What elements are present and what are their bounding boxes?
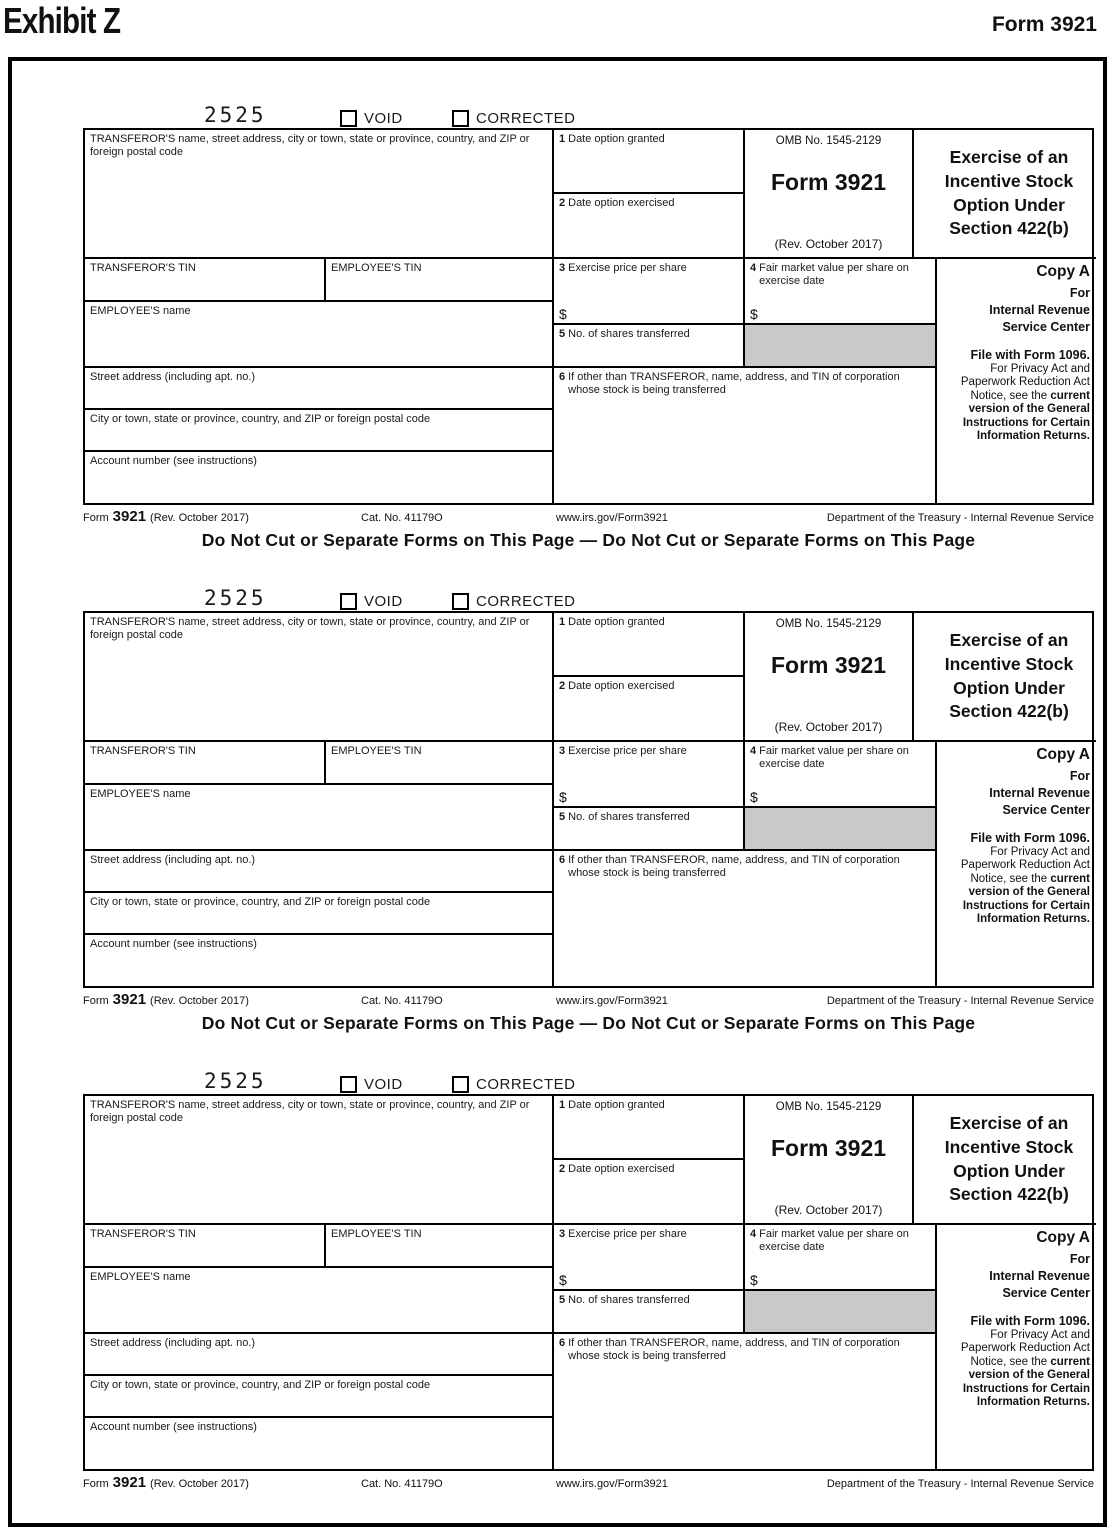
- form-footer: [83, 988, 1094, 1010]
- department-label: Department of the Treasury - Internal Revenue Service: [826, 995, 1094, 1007]
- employee-name-label: EMPLOYEE'S name: [90, 1271, 191, 1283]
- box2-date-option-exercised-field[interactable]: [554, 677, 745, 742]
- account-number-label: Account number (see instructions): [90, 938, 257, 950]
- employee-tin-label: EMPLOYEE'S TIN: [331, 262, 422, 274]
- box5-label: 5 No. of shares transferred: [559, 811, 690, 823]
- irs-url: www.irs.gov/Form3921: [556, 1478, 668, 1490]
- box3-exercise-price-field[interactable]: [554, 742, 745, 808]
- box6-label: 6 If other than TRANSFEROR, name, address, and TIN of corporation whose stock is being transferred: [559, 371, 900, 397]
- privacy-act-notice: For Privacy Act and Paperwork Reduction Act Notice, see the current version of the General Instructions for Certain Information Returns.: [960, 362, 1090, 443]
- file-with-form-1096: File with Form 1096.: [970, 1313, 1090, 1328]
- copy-a-recipient-line2: Service Center: [1002, 1285, 1090, 1300]
- box5-shaded-area: [745, 808, 937, 851]
- catalog-number: Cat. No. 41179O: [361, 1478, 443, 1490]
- employee-tin-field[interactable]: [326, 1225, 554, 1268]
- box4-fair-market-value-field[interactable]: [745, 259, 937, 325]
- form-footer: [83, 505, 1094, 527]
- copy-a-recipient-line2: Service Center: [1002, 802, 1090, 817]
- void-label: VOID: [364, 1076, 403, 1093]
- footer-form-id: Form 3921 (Rev. October 2017): [83, 508, 249, 525]
- void-checkbox-group: [340, 1076, 403, 1093]
- account-number-field[interactable]: [85, 935, 554, 986]
- void-checkbox-group: [340, 593, 403, 610]
- form-revision: (Rev. October 2017): [774, 1203, 883, 1217]
- copy-a-column: [937, 259, 1096, 503]
- box6-corporation-field[interactable]: [554, 1334, 937, 1469]
- corrected-checkbox[interactable]: [452, 593, 469, 610]
- employee-name-field[interactable]: [85, 785, 554, 851]
- catalog-number: Cat. No. 41179O: [361, 995, 443, 1007]
- box3-exercise-price-field[interactable]: [554, 1225, 745, 1291]
- employee-tin-field[interactable]: [326, 259, 554, 302]
- street-address-field[interactable]: [85, 1334, 554, 1376]
- irs-url: www.irs.gov/Form3921: [556, 512, 668, 524]
- exhibit-title: Exhibit Z: [3, 0, 121, 41]
- footer-form-id: Form 3921 (Rev. October 2017): [83, 991, 249, 1008]
- corrected-checkbox[interactable]: [452, 110, 469, 127]
- account-number-field[interactable]: [85, 1418, 554, 1469]
- copy-a-for: For: [1069, 1252, 1090, 1266]
- dollar-sign: $: [750, 789, 758, 805]
- city-state-zip-label: City or town, state or province, country, and ZIP or foreign postal code: [90, 413, 431, 425]
- copy-a-title: Copy A: [1036, 746, 1090, 763]
- void-label: VOID: [364, 110, 403, 127]
- privacy-act-notice: For Privacy Act and Paperwork Reduction Act Notice, see the current version of the General Instructions for Certain Information Returns.: [960, 845, 1090, 926]
- copy-header: [83, 1067, 1094, 1094]
- ocr-scan-code: 2525: [204, 586, 267, 610]
- corrected-checkbox-group: [452, 1076, 576, 1093]
- file-with-form-1096: File with Form 1096.: [970, 830, 1090, 845]
- box4-label: 4 Fair market value per share on exercise date: [750, 262, 909, 288]
- dollar-sign: $: [559, 306, 567, 322]
- city-state-zip-field[interactable]: [85, 893, 554, 935]
- file-with-form-1096: File with Form 1096.: [970, 347, 1090, 362]
- employee-tin-label: EMPLOYEE'S TIN: [331, 1228, 422, 1240]
- form-3921-grid: [83, 128, 1094, 505]
- omb-form-number-cell: [745, 1096, 914, 1225]
- copy-header: [83, 101, 1094, 128]
- box6-corporation-field[interactable]: [554, 851, 937, 986]
- box5-shaded-area: [745, 1291, 937, 1334]
- void-label: VOID: [364, 593, 403, 610]
- box5-shaded-area: [745, 325, 937, 368]
- transferor-tin-field[interactable]: [85, 259, 326, 302]
- box3-label: 3 Exercise price per share: [559, 745, 687, 757]
- form-copy: [83, 1067, 1094, 1493]
- copy-header: [83, 584, 1094, 611]
- form-copy: [83, 584, 1094, 1034]
- employee-name-label: EMPLOYEE'S name: [90, 305, 191, 317]
- form-title: Exercise of an Incentive Stock Option Under Section 422(b): [914, 613, 1096, 742]
- ocr-scan-code: 2525: [204, 1069, 267, 1093]
- privacy-act-notice: For Privacy Act and Paperwork Reduction Act Notice, see the current version of the General Instructions for Certain Information Returns.: [960, 1328, 1090, 1409]
- copy-a-recipient-line1: Internal Revenue: [989, 1268, 1090, 1283]
- box5-shares-transferred-field[interactable]: [554, 1291, 745, 1334]
- corrected-label: CORRECTED: [476, 110, 576, 127]
- box1-label: 1 Date option granted: [559, 616, 665, 628]
- form-sheet: [8, 57, 1107, 1527]
- copy-a-for: For: [1069, 769, 1090, 783]
- box2-label: 2 Date option exercised: [559, 1163, 675, 1175]
- street-address-label: Street address (including apt. no.): [90, 1337, 256, 1349]
- transferor-address-field[interactable]: [85, 1096, 554, 1225]
- dollar-sign: $: [559, 1272, 567, 1288]
- copy-a-recipient-line1: Internal Revenue: [989, 785, 1090, 800]
- city-state-zip-field[interactable]: [85, 410, 554, 452]
- employee-name-field[interactable]: [85, 302, 554, 368]
- irs-url: www.irs.gov/Form3921: [556, 995, 668, 1007]
- dollar-sign: $: [559, 789, 567, 805]
- form-copy: [83, 101, 1094, 551]
- omb-form-number-cell: [745, 130, 914, 259]
- department-label: Department of the Treasury - Internal Revenue Service: [826, 1478, 1094, 1490]
- box1-date-option-granted-field[interactable]: [554, 130, 745, 194]
- transferor-address-label: TRANSFEROR'S name, street address, city or town, state or province, country, and ZIP or foreign postal code: [90, 133, 530, 159]
- street-address-label: Street address (including apt. no.): [90, 371, 256, 383]
- box1-label: 1 Date option granted: [559, 1099, 665, 1111]
- box6-corporation-field[interactable]: [554, 368, 937, 503]
- box3-exercise-price-field[interactable]: [554, 259, 745, 325]
- employee-tin-field[interactable]: [326, 742, 554, 785]
- ocr-scan-code: 2525: [204, 103, 267, 127]
- copy-a-column: [937, 1225, 1096, 1469]
- do-not-cut-text: Do Not Cut or Separate Forms on This Page — Do Not Cut or Separate Forms on This Page: [201, 1013, 976, 1033]
- form-3921-grid: [83, 611, 1094, 988]
- copy-a-title: Copy A: [1036, 1229, 1090, 1246]
- transferor-tin-field[interactable]: [85, 1225, 326, 1268]
- box4-label: 4 Fair market value per share on exercise date: [750, 1228, 909, 1254]
- copy-a-title: Copy A: [1036, 263, 1090, 280]
- transferor-tin-field[interactable]: [85, 742, 326, 785]
- box2-label: 2 Date option exercised: [559, 680, 675, 692]
- box5-shares-transferred-field[interactable]: [554, 808, 745, 851]
- form-footer: [83, 1471, 1094, 1493]
- box3-label: 3 Exercise price per share: [559, 1228, 687, 1240]
- transferor-address-label: TRANSFEROR'S name, street address, city or town, state or province, country, and ZIP or foreign postal code: [90, 616, 530, 642]
- box2-label: 2 Date option exercised: [559, 197, 675, 209]
- copy-a-recipient-line1: Internal Revenue: [989, 302, 1090, 317]
- street-address-field[interactable]: [85, 851, 554, 893]
- box5-shares-transferred-field[interactable]: [554, 325, 745, 368]
- city-state-zip-label: City or town, state or province, country, and ZIP or foreign postal code: [90, 896, 431, 908]
- account-number-field[interactable]: [85, 452, 554, 503]
- form-title: Exercise of an Incentive Stock Option Under Section 422(b): [914, 130, 1096, 259]
- account-number-label: Account number (see instructions): [90, 455, 257, 467]
- dollar-sign: $: [750, 1272, 758, 1288]
- form-title: Exercise of an Incentive Stock Option Under Section 422(b): [914, 1096, 1096, 1225]
- transferor-tin-label: TRANSFEROR'S TIN: [90, 745, 196, 757]
- void-checkbox-group: [340, 110, 403, 127]
- transferor-tin-label: TRANSFEROR'S TIN: [90, 1228, 196, 1240]
- corrected-label: CORRECTED: [476, 1076, 576, 1093]
- street-address-field[interactable]: [85, 368, 554, 410]
- form-number: Form 3921: [770, 169, 887, 195]
- form-3921-grid: [83, 1094, 1094, 1471]
- dollar-sign: $: [750, 306, 758, 322]
- form-revision: (Rev. October 2017): [774, 720, 883, 734]
- void-checkbox[interactable]: [340, 1076, 357, 1093]
- form-number: Form 3921: [770, 652, 887, 678]
- box6-label: 6 If other than TRANSFEROR, name, address, and TIN of corporation whose stock is being transferred: [559, 854, 900, 880]
- form-revision: (Rev. October 2017): [774, 237, 883, 251]
- transferor-address-field[interactable]: [85, 130, 554, 259]
- corrected-checkbox[interactable]: [452, 1076, 469, 1093]
- box6-label: 6 If other than TRANSFEROR, name, address, and TIN of corporation whose stock is being transferred: [559, 1337, 900, 1363]
- footer-form-id: Form 3921 (Rev. October 2017): [83, 1474, 249, 1491]
- employee-name-label: EMPLOYEE'S name: [90, 788, 191, 800]
- omb-form-number-cell: [745, 613, 914, 742]
- box4-fair-market-value-field[interactable]: [745, 742, 937, 808]
- city-state-zip-label: City or town, state or province, country, and ZIP or foreign postal code: [90, 1379, 431, 1391]
- box5-label: 5 No. of shares transferred: [559, 328, 690, 340]
- page-header: [0, 0, 1115, 57]
- transferor-tin-label: TRANSFEROR'S TIN: [90, 262, 196, 274]
- corrected-label: CORRECTED: [476, 593, 576, 610]
- form-number: Form 3921: [770, 1135, 887, 1161]
- void-checkbox[interactable]: [340, 110, 357, 127]
- omb-number: OMB No. 1545-2129: [775, 135, 882, 147]
- box4-fair-market-value-field[interactable]: [745, 1225, 937, 1291]
- corrected-checkbox-group: [452, 110, 576, 127]
- street-address-label: Street address (including apt. no.): [90, 854, 256, 866]
- box2-date-option-exercised-field[interactable]: [554, 1160, 745, 1225]
- form-reference-label: Form 3921: [991, 13, 1097, 36]
- void-checkbox[interactable]: [340, 593, 357, 610]
- account-number-label: Account number (see instructions): [90, 1421, 257, 1433]
- copy-a-column: [937, 742, 1096, 986]
- omb-number: OMB No. 1545-2129: [775, 618, 882, 630]
- box1-date-option-granted-field[interactable]: [554, 613, 745, 677]
- copy-a-recipient-line2: Service Center: [1002, 319, 1090, 334]
- box1-label: 1 Date option granted: [559, 133, 665, 145]
- do-not-cut-text: Do Not Cut or Separate Forms on This Page — Do Not Cut or Separate Forms on This Page: [201, 530, 976, 550]
- employee-name-field[interactable]: [85, 1268, 554, 1334]
- box3-label: 3 Exercise price per share: [559, 262, 687, 274]
- catalog-number: Cat. No. 41179O: [361, 512, 443, 524]
- box1-date-option-granted-field[interactable]: [554, 1096, 745, 1160]
- box5-label: 5 No. of shares transferred: [559, 1294, 690, 1306]
- employee-tin-label: EMPLOYEE'S TIN: [331, 745, 422, 757]
- transferor-address-label: TRANSFEROR'S name, street address, city or town, state or province, country, and ZIP or foreign postal code: [90, 1099, 530, 1125]
- corrected-checkbox-group: [452, 593, 576, 610]
- form-copies: [83, 101, 1093, 1493]
- copy-a-for: For: [1069, 286, 1090, 300]
- city-state-zip-field[interactable]: [85, 1376, 554, 1418]
- transferor-address-field[interactable]: [85, 613, 554, 742]
- department-label: Department of the Treasury - Internal Revenue Service: [826, 512, 1094, 524]
- box2-date-option-exercised-field[interactable]: [554, 194, 745, 259]
- box4-label: 4 Fair market value per share on exercise date: [750, 745, 909, 771]
- omb-number: OMB No. 1545-2129: [775, 1101, 882, 1113]
